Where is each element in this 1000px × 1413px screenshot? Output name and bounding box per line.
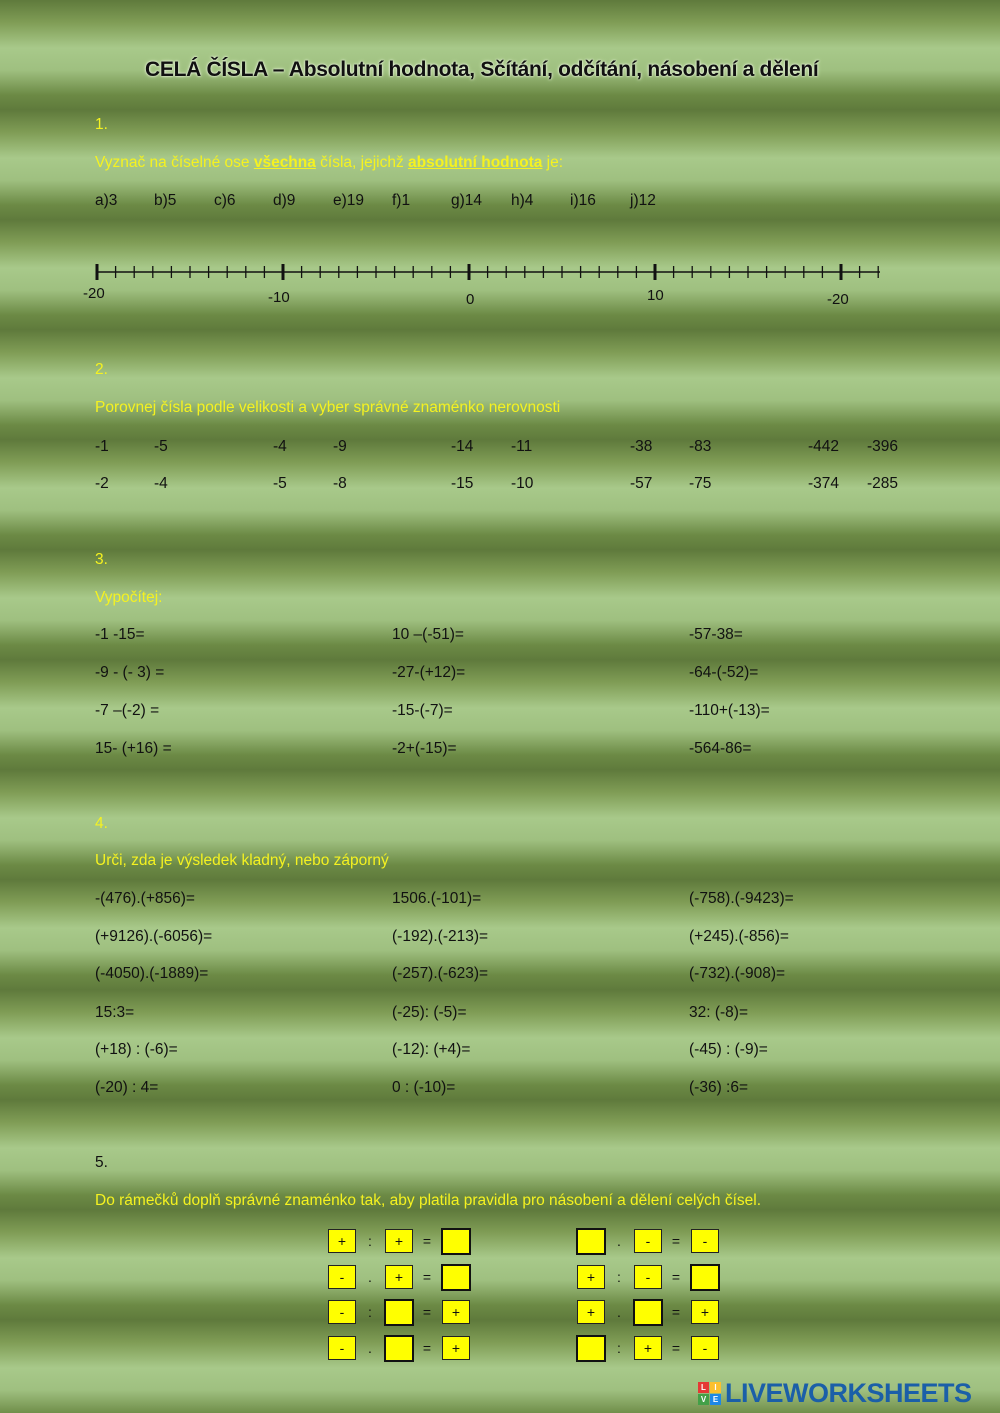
s2-value: -57 [630, 475, 653, 492]
s2-value: -83 [689, 438, 712, 455]
logo-square: I [710, 1382, 721, 1393]
s2-value: -442 [808, 438, 840, 455]
s3-expression[interactable]: 10 –(-51)= [392, 626, 464, 643]
operator: : [368, 1304, 372, 1320]
s3-expression[interactable]: -27-(+12)= [392, 664, 466, 681]
page-title: CELÁ ČÍSLA – Absolutní hodnota, Sčítání, odčítání, násobení a dělení [145, 58, 819, 81]
s2-value: -11 [511, 438, 533, 455]
s1-item: a)3 [95, 192, 118, 209]
operator: : [368, 1233, 372, 1249]
sign-box[interactable]: - [634, 1229, 662, 1253]
s1-number: 1. [95, 116, 108, 133]
s4-expression[interactable]: 0 : (-10)= [392, 1079, 456, 1096]
s2-value: -9 [333, 438, 347, 455]
s1-item: b)5 [154, 192, 177, 209]
sign-box[interactable]: + [577, 1265, 605, 1289]
s4-expression[interactable]: -(476).(+856)= [95, 890, 195, 907]
s1-instr-mid: čísla, jejichž [315, 154, 409, 171]
sign-box-answer[interactable] [384, 1335, 414, 1362]
s1-item: d)9 [273, 192, 296, 209]
sign-box[interactable]: + [442, 1300, 470, 1324]
s1-instr-pre: Vyznač na číselné ose [95, 154, 254, 171]
s3-expression[interactable]: 15- (+16) = [95, 740, 172, 757]
operator: . [368, 1340, 372, 1356]
logo-text: LIVEWORKSHEETS [725, 1378, 972, 1408]
s2-value: -374 [808, 475, 840, 492]
s2-value: -75 [689, 475, 712, 492]
s3-expression[interactable]: -15-(-7)= [392, 702, 453, 719]
sign-box[interactable]: - [328, 1336, 356, 1360]
s4-expression[interactable]: (-4050).(-1889)= [95, 965, 209, 982]
s3-expression[interactable]: -564-86= [689, 740, 752, 757]
s2-value: -5 [273, 475, 287, 492]
s2-value: -14 [451, 438, 474, 455]
sign-box-answer[interactable] [441, 1228, 471, 1255]
s2-value: -1 [95, 438, 109, 455]
equals: = [422, 1269, 432, 1285]
s3-expression[interactable]: -64-(-52)= [689, 664, 759, 681]
equals: = [671, 1269, 681, 1285]
s4-expression[interactable]: (-45) : (-9)= [689, 1041, 768, 1058]
s3-instruction: Vypočítej: [95, 589, 163, 606]
s4-expression[interactable]: (-20) : 4= [95, 1079, 159, 1096]
s1-item: c)6 [214, 192, 236, 209]
s2-value: -8 [333, 475, 347, 492]
s4-expression[interactable]: (-25): (-5)= [392, 1004, 467, 1021]
s4-expression[interactable]: 1506.(-101)= [392, 890, 482, 907]
sign-box-answer[interactable] [384, 1299, 414, 1326]
logo-square: V [698, 1394, 709, 1405]
equals: = [671, 1304, 681, 1320]
s3-expression[interactable]: -9 - (- 3) = [95, 664, 165, 681]
s1-item: f)1 [392, 192, 411, 209]
s1-item: h)4 [511, 192, 534, 209]
s4-expression[interactable]: (-257).(-623)= [392, 965, 489, 982]
liveworksheets-logo[interactable] [698, 1378, 972, 1409]
axis-label: -20 [827, 291, 849, 308]
s1-instr-post: je: [542, 154, 564, 171]
s2-value: -15 [451, 475, 474, 492]
s4-expression[interactable]: (-732).(-908)= [689, 965, 786, 982]
s4-expression[interactable]: (+9126).(-6056)= [95, 928, 213, 945]
logo-square: L [698, 1382, 709, 1393]
sign-box[interactable]: - [328, 1300, 356, 1324]
equals: = [422, 1233, 432, 1249]
axis-label: 0 [466, 291, 475, 308]
s2-value: -38 [630, 438, 653, 455]
s5-instruction: Do rámečků doplň správné znaménko tak, aby platila pravidla pro násobení a dělení celých čísel. [95, 1192, 762, 1209]
s4-expression[interactable]: (+245).(-856)= [689, 928, 789, 945]
axis-label: -20 [83, 285, 105, 302]
s3-expression[interactable]: -7 –(-2) = [95, 702, 160, 719]
s4-expression[interactable]: 15:3= [95, 1004, 135, 1021]
sign-box-answer[interactable] [441, 1264, 471, 1291]
sign-box[interactable]: - [691, 1229, 719, 1253]
s2-value: -5 [154, 438, 168, 455]
sign-box-answer[interactable] [633, 1299, 663, 1326]
logo-squares-icon [698, 1382, 721, 1405]
sign-box[interactable]: + [385, 1229, 413, 1253]
sign-box[interactable]: + [691, 1300, 719, 1324]
equals: = [422, 1340, 432, 1356]
s4-expression[interactable]: 32: (-8)= [689, 1004, 749, 1021]
sign-box[interactable]: - [691, 1336, 719, 1360]
s1-instr-bold-all: všechna [253, 154, 316, 171]
sign-box-answer[interactable] [576, 1228, 606, 1255]
sign-box[interactable]: + [385, 1265, 413, 1289]
operator: . [617, 1233, 621, 1249]
s4-expression[interactable]: (-12): (+4)= [392, 1041, 471, 1058]
equals: = [671, 1340, 681, 1356]
sign-box-answer[interactable] [576, 1335, 606, 1362]
sign-box[interactable]: - [328, 1265, 356, 1289]
s1-item: e)19 [333, 192, 365, 209]
s5-number: 5. [95, 1154, 108, 1171]
logo-square: E [710, 1394, 721, 1405]
number-line[interactable] [0, 0, 1000, 330]
sign-box-answer[interactable] [690, 1264, 720, 1291]
s4-expression[interactable]: (-758).(-9423)= [689, 890, 794, 907]
equals: = [671, 1233, 681, 1249]
sign-box[interactable]: + [442, 1336, 470, 1360]
s3-number: 3. [95, 551, 108, 568]
sign-box[interactable]: + [577, 1300, 605, 1324]
s1-item: j)12 [630, 192, 656, 209]
s2-value: -4 [154, 475, 168, 492]
s3-expression[interactable]: -57-38= [689, 626, 743, 643]
s1-instr-bold-abs: absolutní hodnota [408, 154, 543, 171]
s4-expression[interactable]: (+18) : (-6)= [95, 1041, 178, 1058]
operator: : [617, 1269, 621, 1285]
s3-expression[interactable]: -1 -15= [95, 626, 145, 643]
axis-label: -10 [268, 289, 290, 306]
s2-number: 2. [95, 361, 108, 378]
equals: = [422, 1304, 432, 1320]
s2-value: -10 [511, 475, 534, 492]
sign-box[interactable]: - [634, 1265, 662, 1289]
s4-number: 4. [95, 815, 108, 832]
s3-expression[interactable]: -2+(-15)= [392, 740, 457, 757]
operator: . [368, 1269, 372, 1285]
sign-box[interactable]: + [634, 1336, 662, 1360]
s2-value: -4 [273, 438, 287, 455]
sign-box[interactable]: + [328, 1229, 356, 1253]
s4-instruction: Urči, zda je výsledek kladný, nebo záporný [95, 852, 389, 869]
axis-label: 10 [647, 287, 664, 304]
s1-item: i)16 [570, 192, 596, 209]
s2-instruction: Porovnej čísla podle velikosti a vyber správné znaménko nerovnosti [95, 399, 561, 416]
s4-expression[interactable]: (-36) :6= [689, 1079, 749, 1096]
operator: : [617, 1340, 621, 1356]
s2-value: -285 [867, 475, 899, 492]
s2-value: -2 [95, 475, 109, 492]
s3-expression[interactable]: -110+(-13)= [689, 702, 770, 719]
operator: . [617, 1304, 621, 1320]
s1-item: g)14 [451, 192, 483, 209]
s2-value: -396 [867, 438, 899, 455]
s4-expression[interactable]: (-192).(-213)= [392, 928, 489, 945]
